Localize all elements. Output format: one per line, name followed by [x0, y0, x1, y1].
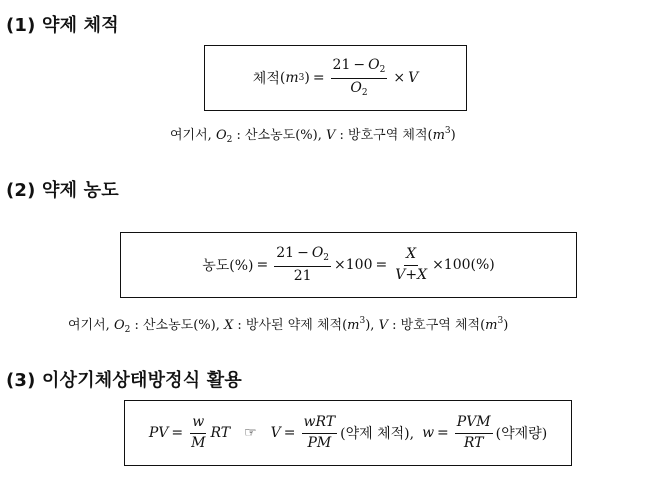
- formula-lhs: 농도(%): [202, 258, 254, 274]
- section-1-heading: (1) 약제 체적: [6, 15, 119, 36]
- formula-box-volume: [204, 45, 467, 111]
- fraction-w-m: [189, 415, 207, 451]
- fraction-numerator: wRT: [302, 415, 338, 433]
- hundred: 100: [345, 257, 373, 273]
- fraction-x: [393, 247, 429, 283]
- formula-box-ideal-gas: [124, 400, 572, 466]
- formula-lhs: 체적: [252, 71, 280, 87]
- unit-open: (: [279, 70, 286, 86]
- fraction-numerator: $21 - O_2$: [331, 58, 388, 79]
- w-term: w: [422, 425, 435, 441]
- fraction-wrt-pm: [302, 415, 338, 451]
- label-agent-volume: (약제 체적),: [340, 426, 415, 442]
- volume-var: V: [408, 70, 419, 86]
- times-sign: ×: [393, 70, 406, 86]
- section-1-note: 여기서, $O_2$ : 산소농도(%), V : 방호구역 체적$(m^3)$: [170, 126, 456, 145]
- equals-sign: =: [312, 70, 325, 86]
- times-sign-2: ×: [432, 257, 444, 273]
- fraction-denominator: $O_2$: [350, 79, 368, 98]
- rt-term: RT: [210, 425, 231, 441]
- pv-term: PV: [148, 425, 169, 441]
- formula-box-concentration: [120, 232, 577, 298]
- unit-exp: 3: [298, 73, 305, 83]
- fraction-numerator: $21 - O_2$: [274, 246, 331, 267]
- fraction-numerator: PVM: [455, 415, 493, 433]
- fraction-o2: [274, 246, 331, 284]
- unit-close: ): [304, 70, 310, 86]
- section-2-note: 여기서, $O_2$ : 산소농도(%), X : 방사된 약제 체적$(m^3)$, V : 방호구역 체적$(m^3)$: [68, 316, 509, 335]
- fraction-denominator: M: [191, 434, 206, 451]
- v-term: V: [270, 425, 281, 441]
- section-3-heading: (3) 이상기체상태방정식 활용: [6, 370, 242, 391]
- fraction-denominator: RT: [463, 434, 484, 451]
- pointing-hand-icon: ☞: [244, 425, 257, 441]
- fraction-denominator: V+X: [395, 266, 428, 283]
- label-agent-amount: (약제량): [495, 426, 548, 442]
- fraction-numerator: X: [404, 247, 418, 265]
- unit-var: m: [285, 70, 299, 86]
- equals-sign: =: [171, 425, 184, 441]
- fraction-o2: [331, 58, 388, 99]
- equals-sign-2: =: [283, 425, 296, 441]
- equals-sign: =: [256, 257, 269, 273]
- fraction-denominator: 21: [293, 267, 312, 284]
- fraction-numerator: w: [190, 415, 206, 433]
- fraction-denominator: PM: [307, 434, 332, 451]
- fraction-pvm-rt: [455, 415, 493, 451]
- times-sign: ×: [334, 257, 346, 273]
- equals-sign-2: =: [375, 257, 388, 273]
- equals-sign-3: =: [437, 425, 449, 441]
- section-2-heading: (2) 약제 농도: [6, 180, 119, 201]
- formula-tail: 100(%): [443, 257, 495, 273]
